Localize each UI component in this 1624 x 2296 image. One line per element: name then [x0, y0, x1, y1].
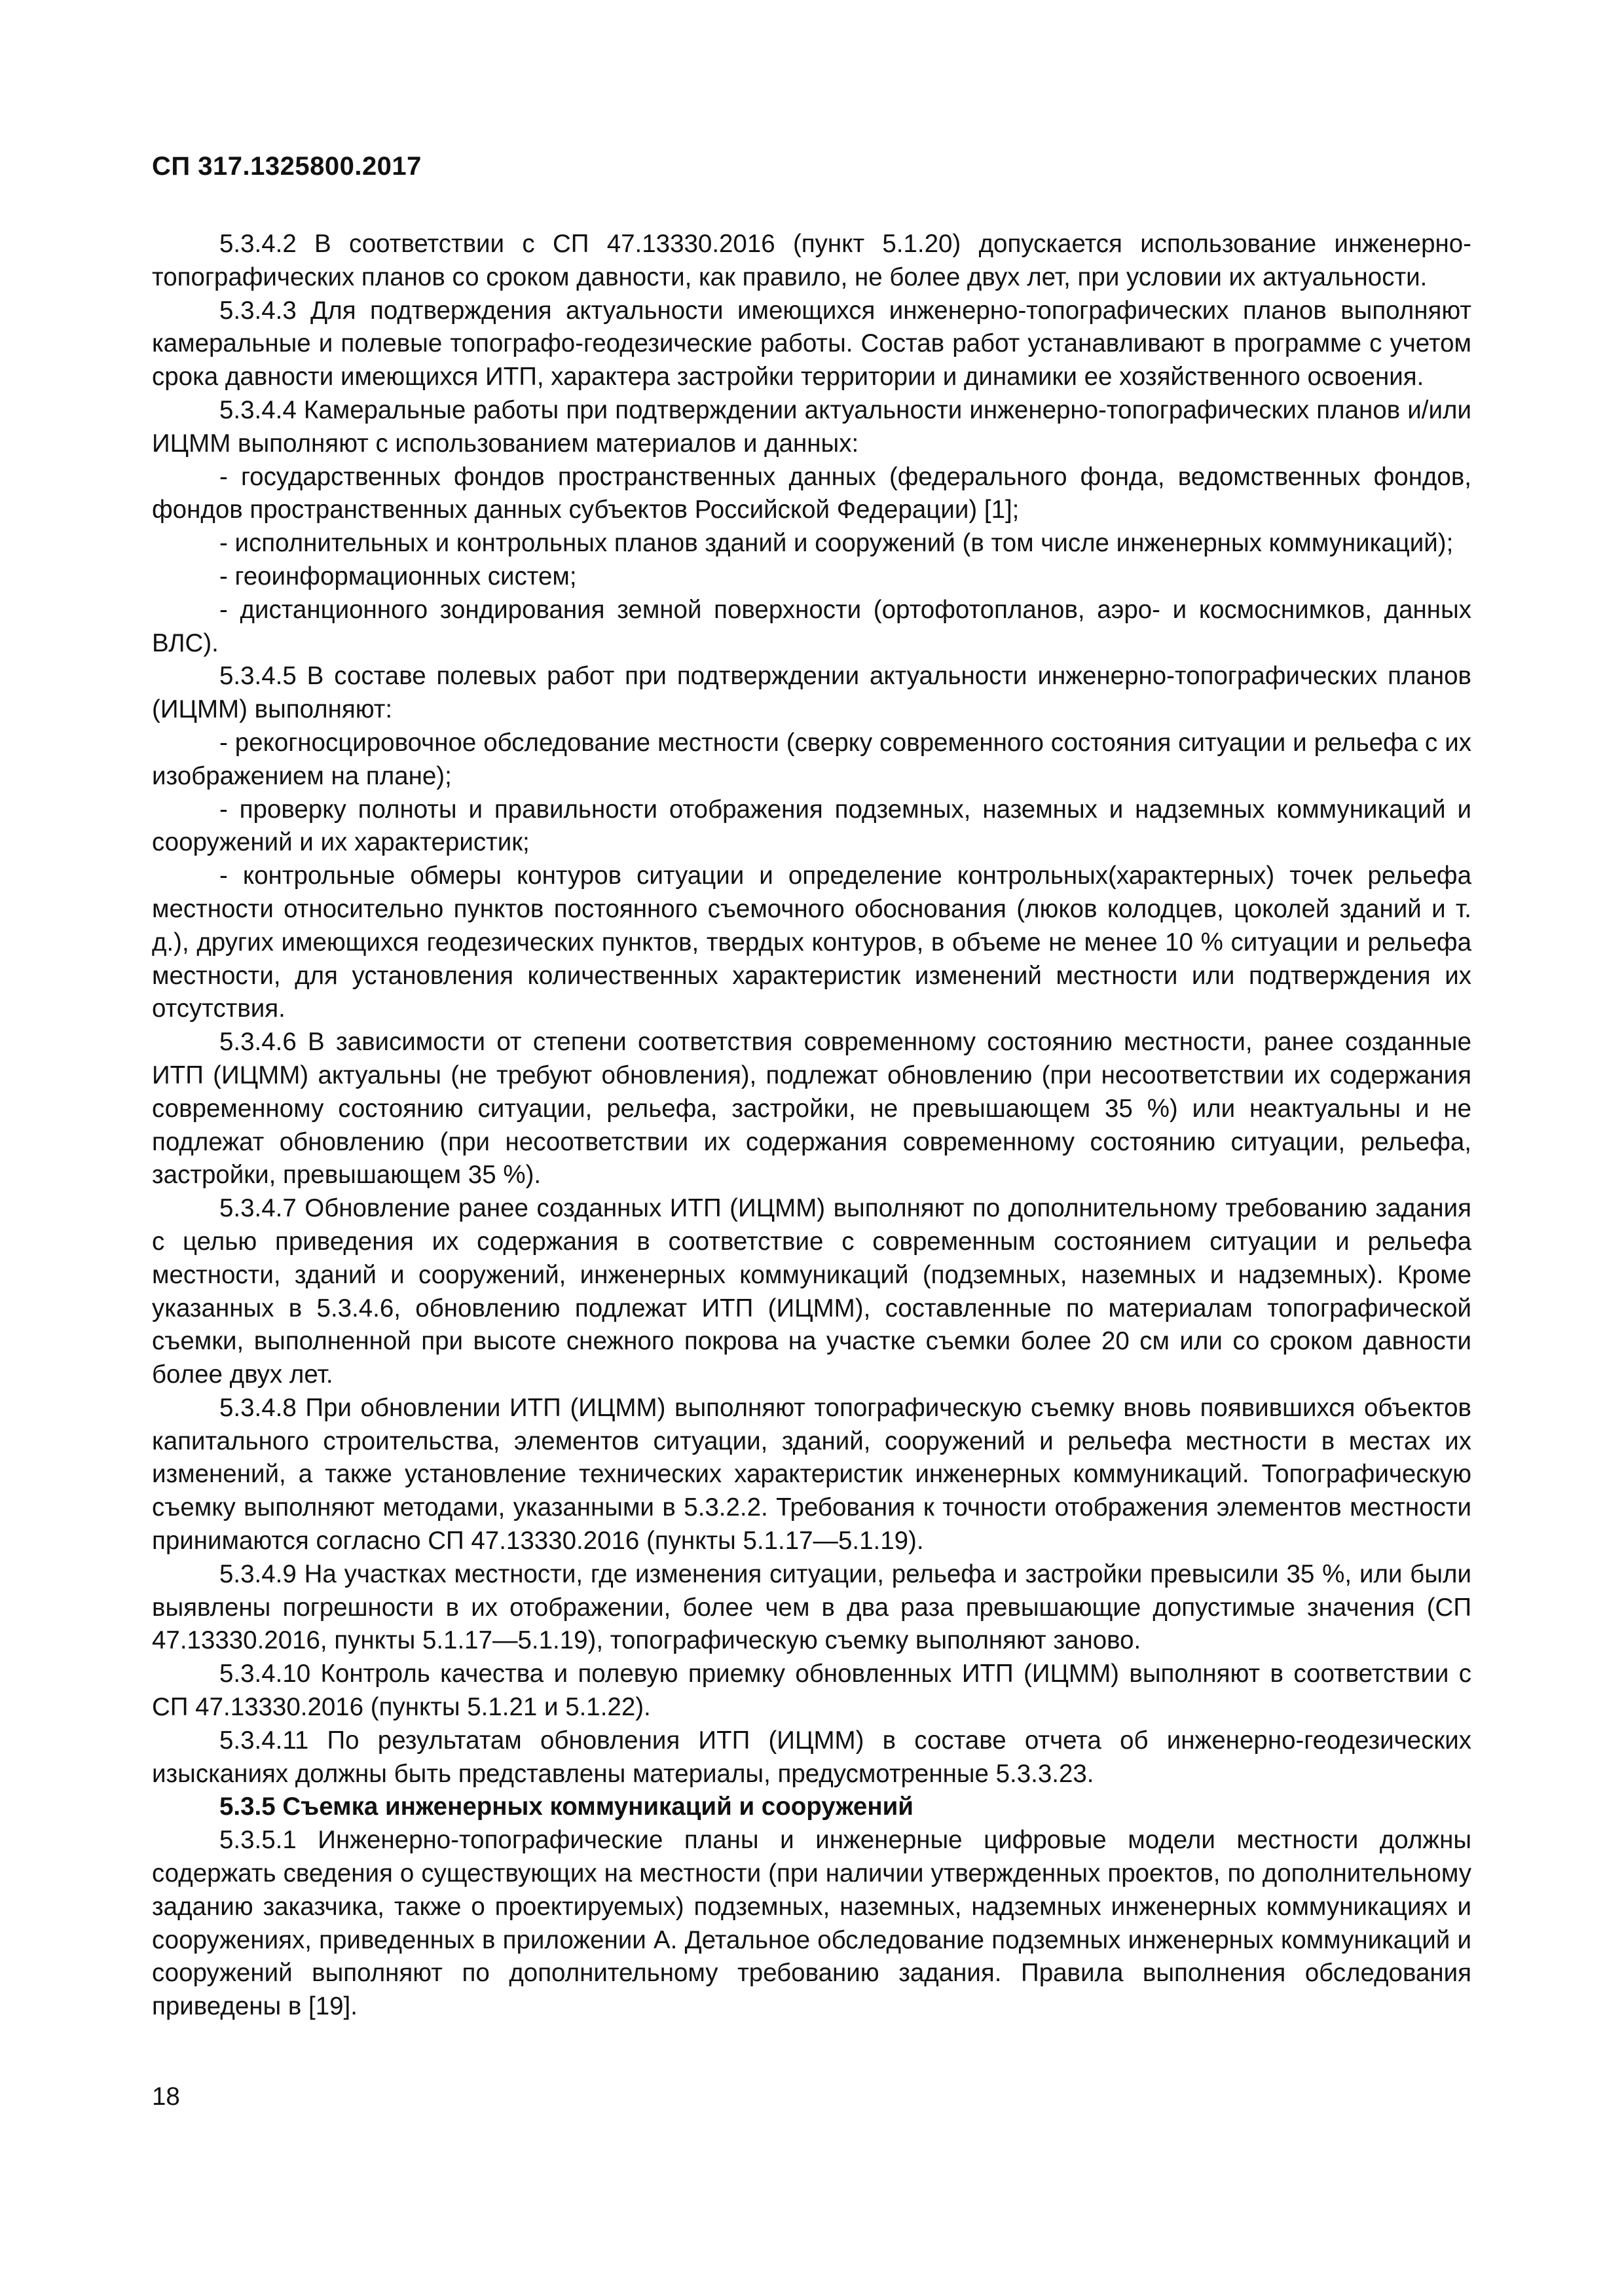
paragraph-5-3-5-1: 5.3.5.1 Инженерно-топографические планы и инженерные цифровые модели местности должны содержать сведения о существующих на местности (при наличии утвержденных проектов, по дополнительному заданию заказчика, также о проектируемых) подземных, наземных, надземных инженерных коммуникациях и сооружениях, приведенных в приложении А. Детальное обследование подземных инженерных коммуникаций и сооружений выполняют по дополнительному требованию задания. Правила выполнения обследования приведены в [19].: [152, 1826, 1471, 2021]
list-item-control-measurements: - контрольные обмеры контуров ситуации и определение контрольных(характерных) точек рельефа местности относительно пунктов постоянного съемочного обоснования (люков колодцев, цоколей зданий и т. д.), других имеющихся геодезических пунктов, твердых контуров, в объеме не менее 10 % ситуации и рельефа местности, для установления количественных характеристик изменений местности или подтверждения их отсутствия.: [152, 862, 1471, 1023]
paragraph-5-3-4-8: 5.3.4.8 При обновлении ИТП (ИЦММ) выполняют топографическую съемку вновь появившихся объектов капитального строительства, элементов ситуации, зданий, сооружений и рельефа местности в местах их изменений, а также установление технических характеристик инженерных коммуникаций. Топографическую съемку выполняют методами, указанными в 5.3.2.2. Требования к точности отображения элементов местности принимаются согласно СП 47.13330.2016 (пункты 5.1.17—5.1.19).: [152, 1393, 1471, 1556]
paragraph-5-3-4-5: 5.3.4.5 В составе полевых работ при подтверждении актуальности инженерно-топографических планов (ИЦММ) выполняют:: [152, 662, 1471, 724]
document-body: [152, 228, 1471, 2024]
paragraph-5-3-4-2: 5.3.4.2 В соответствии с СП 47.13330.2016 (пункт 5.1.20) допускается использование инженерно-топографических планов со сроком давности, как правило, не более двух лет, при условии их актуальности.: [152, 230, 1471, 291]
paragraph-5-3-4-6: 5.3.4.6 В зависимости от степени соответствия современному состоянию местности, ранее созданные ИТП (ИЦММ) актуальны (не требуют обновления), подлежат обновлению (при несоответствии их содержания современному состоянию ситуации, рельефа, застройки, не превышающем 35 %) или неактуальны и не подлежат обновлению (при несоответствии их содержания современному состоянию ситуации, рельефа, застройки, превышающем 35 %).: [152, 1028, 1471, 1190]
section-heading-5-3-5: 5.3.5 Съемка инженерных коммуникаций и сооружений: [219, 1793, 913, 1821]
list-item-state-funds: - государственных фондов пространственных данных (федерального фонда, ведомственных фондов, фондов пространственных данных субъектов Российской Федерации) [1];: [152, 462, 1471, 524]
list-item-remote-sensing: - дистанционного зондирования земной поверхности (ортофотопланов, аэро- и космоснимков, данных ВЛС).: [152, 595, 1471, 657]
document-code-header: СП 317.1325800.2017: [152, 152, 422, 181]
page-number: 18: [152, 2083, 180, 2111]
paragraph-5-3-4-4: 5.3.4.4 Камеральные работы при подтверждении актуальности инженерно-топографических планов и/или ИЦММ выполняют с использованием материалов и данных:: [152, 395, 1471, 458]
list-item-gis: - геоинформационных систем;: [219, 562, 577, 591]
paragraph-5-3-4-10: 5.3.4.10 Контроль качества и полевую приемку обновленных ИТП (ИЦММ) выполняют в соответствии с СП 47.13330.2016 (пункты 5.1.21 и 5.1.22).: [152, 1660, 1471, 1722]
list-item-completeness-check: - проверку полноты и правильности отображения подземных, наземных и надземных коммуникаций и сооружений и их характеристик;: [152, 795, 1471, 857]
paragraph-5-3-4-3: 5.3.4.3 Для подтверждения актуальности имеющихся инженерно-топографических планов выполняют камеральные и полевые топографо-геодезические работы. Состав работ устанавливают в программе с учетом срока давности имеющихся ИТП, характера застройки территории и динамики ее хозяйственного освоения.: [152, 296, 1471, 392]
paragraph-5-3-4-11: 5.3.4.11 По результатам обновления ИТП (ИЦММ) в составе отчета об инженерно-геодезических изысканиях должны быть представлены материалы, предусмотренные 5.3.3.23.: [152, 1726, 1471, 1788]
paragraph-5-3-4-7: 5.3.4.7 Обновление ранее созданных ИТП (ИЦММ) выполняют по дополнительному требованию задания с целью приведения их содержания в соответствие с современным состоянием ситуации и рельефа местности, зданий и сооружений, инженерных коммуникаций (подземных, наземных и надземных). Кроме указанных в 5.3.4.6, обновлению подлежат ИТП (ИЦММ), составленные по материалам топографической съемки, выполненной при высоте снежного покрова на участке съемки более 20 см или со сроком давности более двух лет.: [152, 1194, 1471, 1389]
list-item-reconnaissance: - рекогносцировочное обследование местности (сверку современного состояния ситуации и рельефа с их изображением на плане);: [152, 728, 1471, 790]
paragraph-5-3-4-9: 5.3.4.9 На участках местности, где изменения ситуации, рельефа и застройки превысили 35 %, или были выявлены погрешности в их отображении, более чем в два раза превышающие допустимые значения (СП 47.13330.2016, пункты 5.1.17—5.1.19), топографическую съемку выполняют заново.: [152, 1559, 1471, 1655]
list-item-executive-plans: - исполнительных и контрольных планов зданий и сооружений (в том числе инженерных коммуникаций);: [219, 529, 1454, 558]
